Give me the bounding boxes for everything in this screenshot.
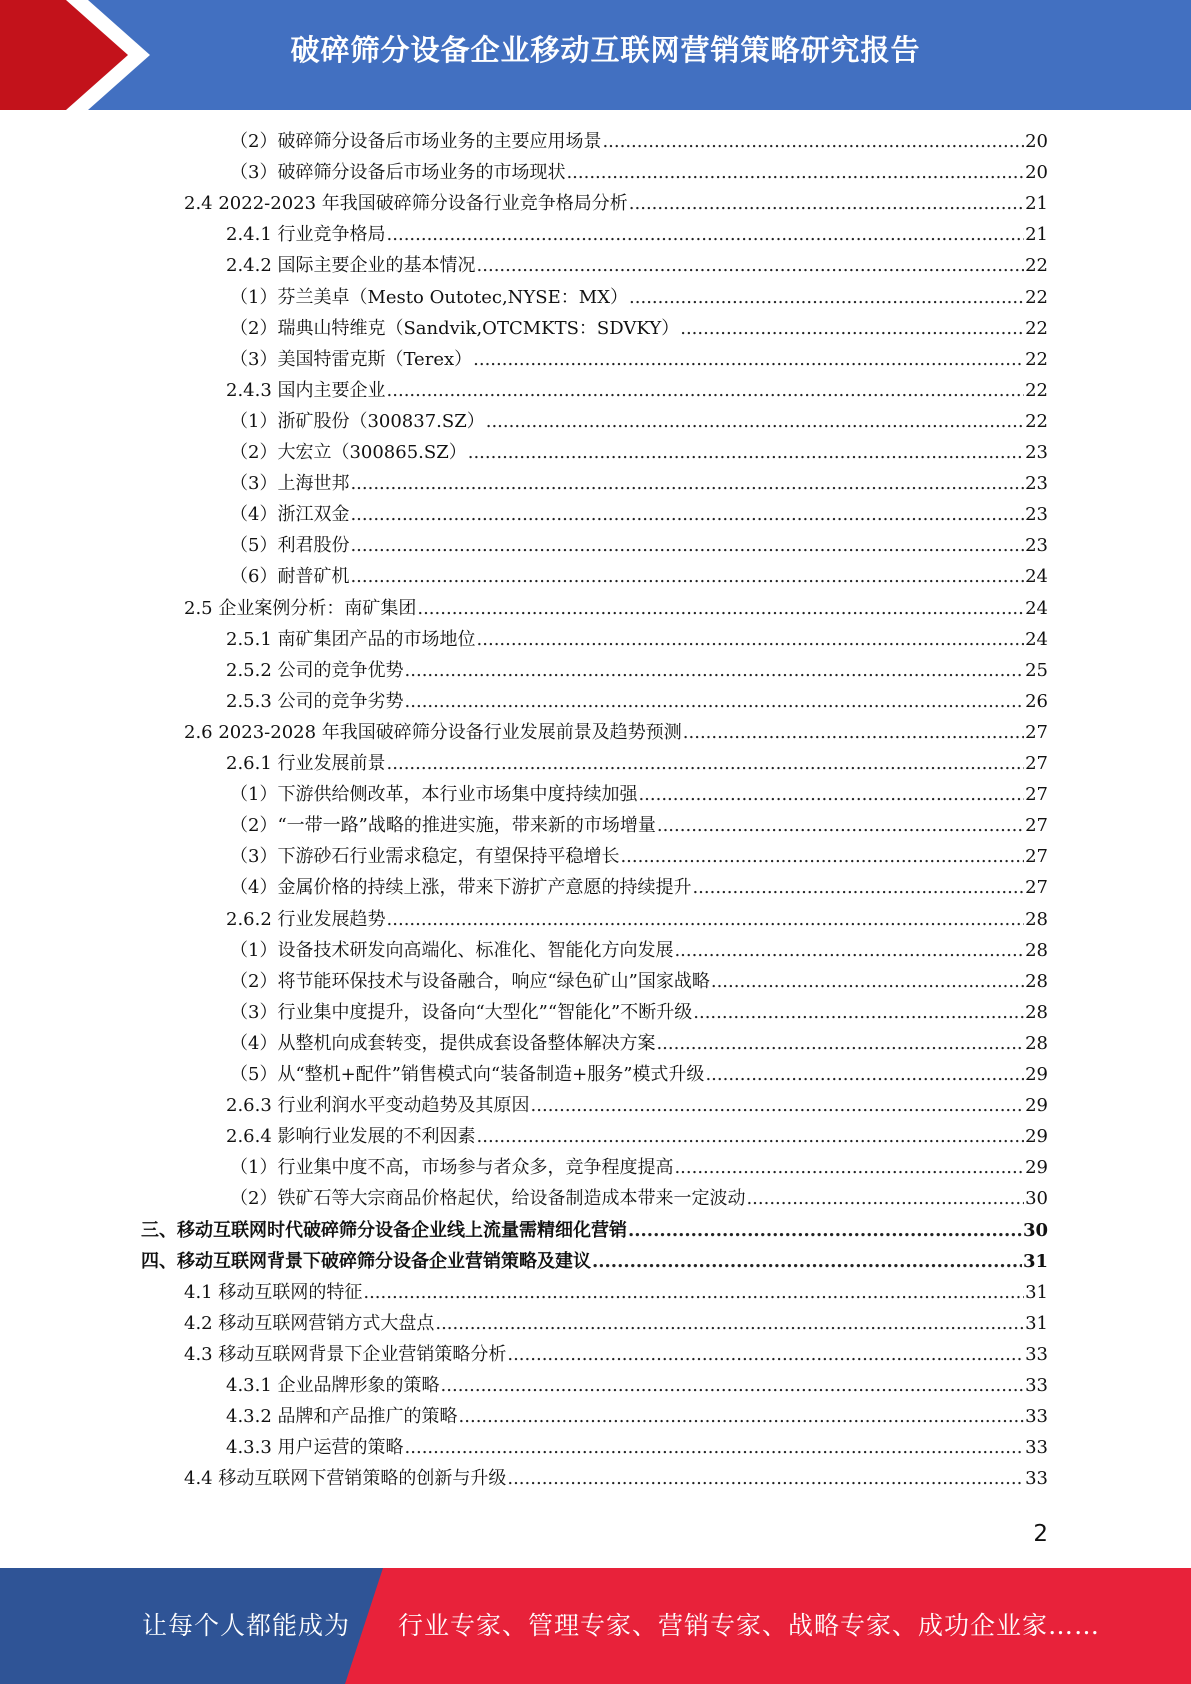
page-header [0,0,1191,110]
toc-leader-dots [638,780,1024,810]
toc-entry[interactable] [226,625,1048,655]
toc-entry-label: 2.5 企业案例分析：南矿集团 [184,597,417,619]
toc-entry[interactable] [230,842,1048,872]
toc-entry[interactable] [226,376,1048,406]
toc-entry-label: （2）“一带一路”战略的推进实施，带来新的市场增量 [230,815,656,837]
toc-leader-dots [405,687,1025,717]
toc-entry-label: （1）行业集中度不高，市场参与者众多，竞争程度提高 [230,1157,674,1179]
toc-entry[interactable] [230,500,1048,530]
toc-entry-label: 2.6 2023-2028 年我国破碎筛分设备行业发展前景及趋势预测 [184,721,682,743]
toc-leader-dots [350,562,1024,592]
toc-leader-dots [441,1371,1025,1401]
toc-leader-dots [405,1433,1025,1463]
toc-entry[interactable] [184,1340,1048,1370]
toc-entry[interactable] [230,314,1048,344]
toc-entry-page: 22 [1025,255,1048,277]
toc-entry-page: 27 [1025,815,1048,837]
toc-entry-label: 四、移动互联网背景下破碎筛分设备企业营销策略及建议 [141,1250,591,1272]
toc-entry-label: 2.5.2 公司的竞争优势 [226,659,404,681]
toc-entry-page: 28 [1025,908,1048,930]
toc-leader-dots [477,625,1025,655]
toc-leader-dots [459,1402,1025,1432]
toc-entry-label: （4）金属价格的持续上涨，带来下游扩产意愿的持续提升 [230,877,692,899]
toc-leader-dots [592,1247,1022,1277]
toc-entry-page: 21 [1025,193,1048,215]
toc-entry-page: 29 [1025,1064,1048,1085]
header-arrow-logo [0,0,150,110]
toc-entry-page: 30 [1022,1219,1048,1241]
toc-entry-label: （4）从整机向成套转变，提供成套设备整体解决方案 [230,1032,656,1054]
toc-entry[interactable] [230,1153,1048,1183]
toc-entry-page: 27 [1025,846,1048,868]
toc-entry-page: 22 [1025,379,1048,401]
toc-entry-label: （1）浙矿股份（300837.SZ） [230,410,485,432]
toc-entry[interactable] [226,1402,1048,1432]
toc-leader-dots [674,1153,1024,1183]
toc-entry[interactable] [230,936,1048,966]
toc-entry-page: 23 [1025,535,1048,557]
toc-entry[interactable] [230,1060,1048,1090]
toc-entry[interactable] [230,998,1048,1028]
toc-entry-page: 33 [1025,1468,1048,1490]
toc-entry-label: 2.4.3 国内主要企业 [226,379,386,401]
toc-entry-label: （2）瑞典山特维克（Sandvik,OTCMKTS：SDVKY） [230,317,680,339]
toc-entry-page: 28 [1025,1001,1048,1023]
toc-entry-page: 31 [1025,1281,1048,1303]
toc-leader-dots [629,189,1024,219]
toc-entry-page: 29 [1025,1095,1048,1117]
toc-entry-page: 25 [1025,659,1048,681]
page-footer [0,1568,1191,1684]
toc-entry[interactable] [230,438,1048,468]
toc-entry-page: 28 [1025,939,1048,961]
toc-leader-dots [363,1278,1024,1308]
toc-entry-label: （1）芬兰美卓（Mesto Outotec,NYSE：MX） [230,286,629,308]
toc-entry-label: 2.6.3 行业利润水平变动趋势及其原因 [226,1095,530,1117]
toc-entry-page: 30 [1025,1188,1048,1210]
toc-leader-dots [387,749,1025,779]
toc-leader-dots [435,1309,1024,1339]
toc-entry-label: （3）下游砂石行业需求稳定，有望保持平稳增长 [230,846,620,868]
toc-entry[interactable] [230,531,1048,561]
toc-entry-label: 2.5.1 南矿集团产品的市场地位 [226,628,476,650]
toc-entry-label: 2.4.2 国际主要企业的基本情况 [226,255,476,277]
toc-entry[interactable] [226,1122,1048,1152]
footer-slogan-left: 让每个人都能成为 [142,1611,351,1640]
footer-slogan-right: 行业专家、管理专家、营销专家、战略专家、成功企业家…… [398,1611,1101,1640]
toc-entry[interactable] [184,718,1048,748]
toc-entry-label: （2）大宏立（300865.SZ） [230,442,467,463]
toc-entry-page: 24 [1025,628,1048,650]
toc-entry-page: 33 [1025,1343,1048,1365]
toc-entry[interactable] [230,873,1048,903]
toc-entry-label: 4.3 移动互联网背景下企业营销策略分析 [184,1343,507,1365]
toc-entry-label: （3）行业集中度提升，设备向“大型化”“智能化”不断升级 [230,1001,693,1023]
toc-entry[interactable] [230,562,1048,592]
toc-entry[interactable] [230,158,1048,188]
toc-leader-dots [477,251,1025,281]
toc-entry[interactable] [226,1091,1048,1121]
toc-leader-dots [566,158,1024,188]
toc-entry[interactable] [230,1029,1048,1059]
toc-entry[interactable] [184,1309,1048,1339]
toc-entry-label: （1）设备技术研发向高端化、标准化、智能化方向发展 [230,939,674,961]
toc-entry-page: 29 [1025,1157,1048,1179]
toc-leader-dots [711,967,1024,997]
toc-entry-label: 4.4 移动互联网下营销策略的创新与升级 [184,1468,507,1490]
toc-entry-page: 23 [1025,504,1048,526]
toc-entry-page: 27 [1025,784,1048,806]
toc-entry[interactable] [226,749,1048,779]
toc-entry-page: 20 [1025,162,1048,184]
toc-leader-dots [692,873,1024,903]
toc-entry-label: 2.5.3 公司的竞争劣势 [226,690,404,712]
toc-leader-dots [620,842,1024,872]
toc-entry[interactable] [226,1433,1048,1463]
toc-entry-page: 23 [1025,473,1048,495]
toc-entry-label: 4.3.1 企业品牌形象的策略 [226,1375,440,1396]
toc-leader-dots [657,811,1024,841]
toc-entry-page: 24 [1025,566,1048,588]
toc-leader-dots [656,1029,1024,1059]
toc-entry-page: 33 [1025,1437,1048,1459]
toc-leader-dots [746,1184,1024,1214]
toc-entry[interactable] [230,811,1048,841]
toc-entry-label: （5）利君股份 [230,535,350,557]
toc-leader-dots [705,1060,1024,1090]
toc-entry[interactable] [230,283,1048,313]
toc-entry-label: （2）铁矿石等大宗商品价格起伏，给设备制造成本带来一定波动 [230,1188,746,1210]
toc-entry[interactable] [184,594,1048,624]
toc-entry-page: 23 [1025,442,1048,463]
toc-entry-page: 31 [1025,1312,1048,1334]
toc-entry[interactable] [226,1371,1048,1401]
toc-leader-dots [417,594,1024,624]
toc-entry-label: （2）破碎筛分设备后市场业务的主要应用场景 [230,131,602,152]
toc-leader-dots [674,936,1024,966]
toc-entry-label: 4.3.3 用户运营的策略 [226,1437,404,1459]
toc-entry-page: 22 [1025,410,1048,432]
toc-entry[interactable] [230,469,1048,499]
toc-leader-dots [350,531,1024,561]
toc-entry-page: 22 [1025,317,1048,339]
toc-entry[interactable] [226,905,1048,935]
toc-leader-dots [683,718,1024,748]
toc-entry-page: 27 [1025,753,1048,774]
header-title: 破碎筛分设备企业移动互联网营销策略研究报告 [290,33,921,67]
toc-entry-label: 2.6.4 影响行业发展的不利因素 [226,1126,476,1148]
toc-entry[interactable] [230,407,1048,437]
toc-leader-dots [507,1464,1024,1494]
toc-entry-page: 31 [1022,1250,1048,1272]
toc-entry-label: 2.4 2022-2023 年我国破碎筛分设备行业竞争格局分析 [184,193,628,215]
page-number: 2 [1033,1521,1048,1547]
toc-entry[interactable] [226,656,1048,686]
toc-entry[interactable] [226,251,1048,281]
toc-entry-label: （6）耐普矿机 [230,566,350,588]
toc-entry[interactable] [226,687,1048,717]
toc-entry-page: 22 [1025,286,1048,308]
toc-leader-dots [486,407,1024,437]
toc-leader-dots [680,314,1024,344]
toc-entry-page: 29 [1025,1126,1048,1148]
toc-entry[interactable] [230,127,1048,157]
toc-entry-label: （3）上海世邦 [230,473,350,495]
toc-entry-page: 24 [1025,597,1048,619]
toc-entry-label: 三、移动互联网时代破碎筛分设备企业线上流量需精细化营销 [141,1219,627,1241]
toc-entry-page: 33 [1025,1375,1048,1396]
toc-entry[interactable] [230,1184,1048,1214]
toc-leader-dots [473,345,1024,375]
toc-entry[interactable] [184,1464,1048,1494]
toc-entry-label: 2.6.2 行业发展趋势 [226,908,386,930]
toc-entry-page: 26 [1025,690,1048,712]
toc-entry-page: 27 [1025,877,1048,899]
toc-entry-label: 4.3.2 品牌和产品推广的策略 [226,1406,458,1428]
toc-entry-label: （1）下游供给侧改革，本行业市场集中度持续加强 [230,784,638,806]
toc-leader-dots [693,998,1024,1028]
toc-entry[interactable] [141,1247,1048,1277]
toc-leader-dots [531,1091,1025,1121]
toc-leader-dots [468,438,1024,468]
toc-entry[interactable] [230,780,1048,810]
toc-entry-label: 2.6.1 行业发展前景 [226,753,386,774]
toc-leader-dots [629,283,1024,313]
toc-entry-page: 28 [1025,1032,1048,1054]
toc-leader-dots [602,127,1024,157]
toc-entry[interactable] [184,1278,1048,1308]
toc-entry-page: 33 [1025,1406,1048,1428]
toc-entry-label: （3）美国特雷克斯（Terex） [230,348,473,370]
toc-entry[interactable] [226,220,1048,250]
toc-leader-dots [387,376,1025,406]
toc-leader-dots [477,1122,1025,1152]
toc-entry-label: 2.4.1 行业竞争格局 [226,224,386,246]
toc-leader-dots [387,905,1025,935]
toc-entry[interactable] [230,967,1048,997]
toc-entry-label: 4.2 移动互联网营销方式大盘点 [184,1312,435,1334]
toc-entry-label: （5）从“整机+配件”销售模式向“装备制造+服务”模式升级 [230,1064,705,1085]
toc-leader-dots [350,469,1024,499]
toc-entry-label: （4）浙江双金 [230,504,350,526]
toc-entry-label: （3）破碎筛分设备后市场业务的市场现状 [230,162,566,184]
toc-entry-page: 21 [1025,224,1048,246]
toc-leader-dots [350,500,1024,530]
toc-leader-dots [507,1340,1024,1370]
toc-entry-page: 27 [1025,721,1048,743]
toc-entry[interactable] [184,189,1048,219]
toc-leader-dots [387,220,1025,250]
toc-leader-dots [405,656,1025,686]
toc-entry-page: 20 [1025,131,1048,152]
toc-entry-label: 4.1 移动互联网的特征 [184,1281,363,1303]
toc-entry[interactable] [141,1216,1048,1246]
toc-entry-page: 28 [1025,970,1048,992]
toc-leader-dots [628,1216,1022,1246]
toc-entry-page: 22 [1025,348,1048,370]
toc-entry[interactable] [230,345,1048,375]
toc-entry-label: （2）将节能环保技术与设备融合，响应“绿色矿山”国家战略 [230,970,710,992]
